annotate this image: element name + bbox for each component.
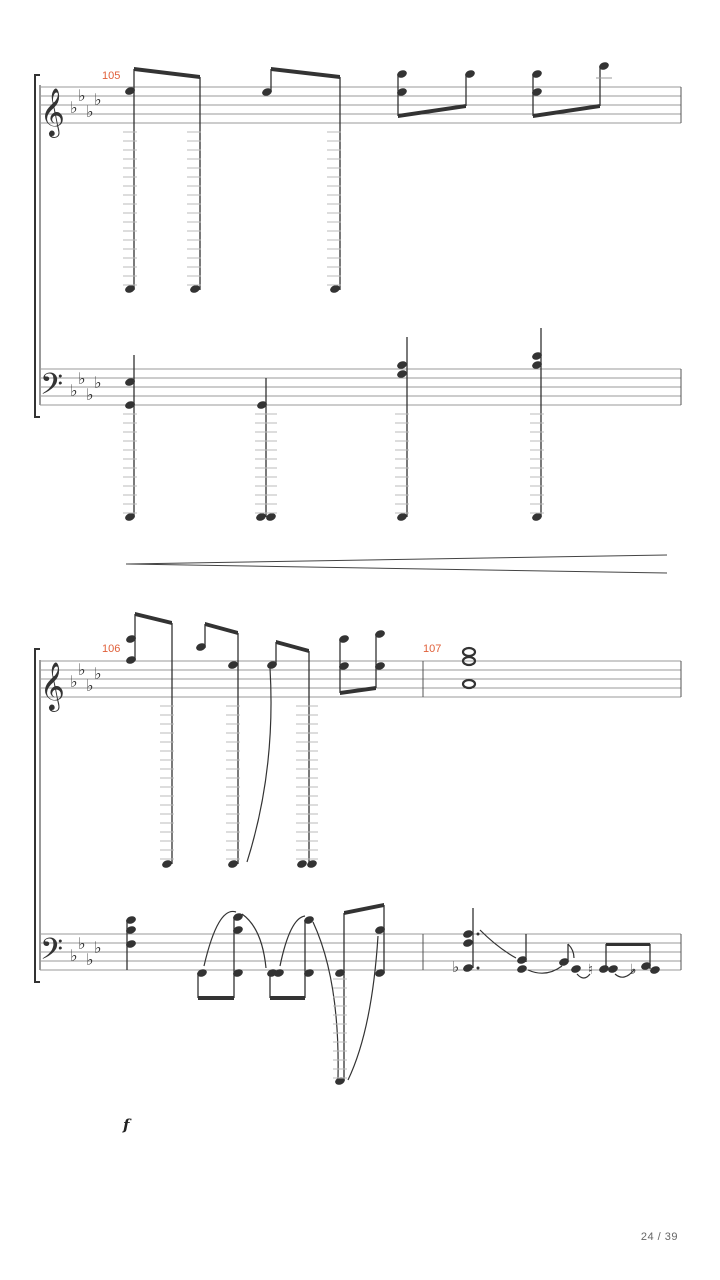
- svg-text:♭: ♭: [70, 381, 78, 400]
- svg-text:♭: ♭: [86, 385, 94, 404]
- notes-bass-106: [125, 903, 386, 1086]
- svg-text:♭: ♭: [86, 950, 94, 969]
- treble-clef-icon: 𝄞: [40, 87, 65, 136]
- svg-text:♭: ♭: [78, 86, 86, 105]
- ledger-lines-bass-106: [333, 979, 347, 1078]
- svg-text:♭: ♭: [78, 660, 86, 679]
- svg-text:♭: ♭: [94, 664, 102, 683]
- ledger-lines-bass-105: [123, 414, 544, 513]
- bass-staff-2: [40, 934, 681, 970]
- svg-text:♭: ♭: [78, 369, 86, 388]
- bass-clef-icon: 𝄢: [40, 933, 64, 974]
- treble-clef-icon: 𝄞: [40, 661, 65, 710]
- ledger-lines-treble-106: [160, 706, 318, 859]
- svg-text:♭: ♭: [70, 98, 78, 117]
- svg-text:♭: ♭: [70, 946, 78, 965]
- key-signature-bass-2: [70, 934, 102, 969]
- notes-treble-106: [125, 612, 386, 869]
- ledger-lines-treble-105: [123, 132, 341, 285]
- svg-text:♭: ♭: [94, 373, 102, 392]
- bass-clef-icon: 𝄢: [40, 368, 64, 409]
- key-signature-treble-2: [70, 660, 102, 695]
- measure-number: 105: [102, 70, 121, 82]
- svg-text:♮: ♮: [588, 962, 594, 978]
- notes-bass-105: [124, 328, 543, 522]
- svg-text:♭: ♭: [70, 672, 78, 691]
- bass-staff-1: [40, 369, 681, 405]
- svg-text:♭: ♭: [86, 676, 94, 695]
- notes-treble-107: [463, 648, 475, 688]
- dynamic-marking: f: [123, 1116, 130, 1134]
- measure-number: 106: [102, 643, 121, 655]
- system-1: [35, 61, 681, 573]
- treble-staff-1: [40, 87, 681, 123]
- page-number: 24 / 39: [640, 1231, 678, 1243]
- svg-text:♭: ♭: [94, 938, 102, 957]
- svg-text:♭: ♭: [78, 934, 86, 953]
- key-signature-bass-1: [70, 369, 102, 404]
- key-signature-treble-1: [70, 86, 102, 121]
- system-2: [35, 612, 681, 1134]
- svg-text:♭: ♭: [630, 962, 637, 978]
- crescendo-hairpin: [126, 555, 667, 573]
- measure-number: 107: [423, 643, 442, 655]
- svg-text:♭: ♭: [452, 958, 460, 976]
- svg-text:♭: ♭: [86, 102, 94, 121]
- svg-text:♭: ♭: [94, 90, 102, 109]
